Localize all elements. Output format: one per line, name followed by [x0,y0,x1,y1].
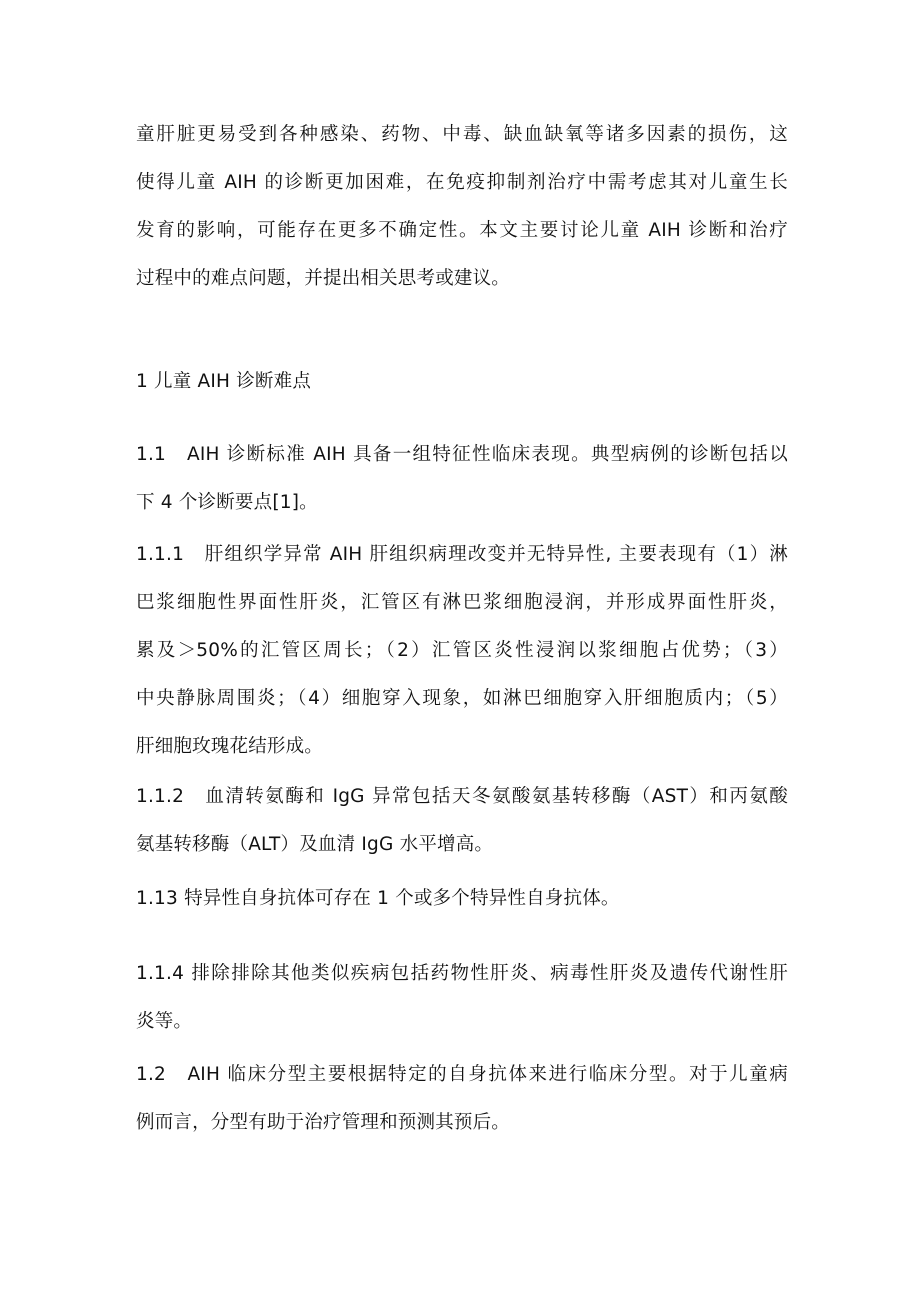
item-1-1-1-line-4: 中央静脉周围炎；（4）细胞穿入现象，如淋巴细胞穿入肝细胞质内；（5） [136,688,788,709]
subsection-1-2-line-1: 1.2 AIH 临床分型主要根据特定的自身抗体来进行临床分型。对于儿童病 [136,1064,788,1085]
intro-line-1: 童肝脏更易受到各种感染、药物、中毒、缺血缺氧等诸多因素的损伤，这 [136,124,788,145]
item-1-1-1-line-2: 巴浆细胞性界面性肝炎，汇管区有淋巴浆细胞浸润，并形成界面性肝炎， [136,592,788,613]
item-1-1-1-line-3: 累及＞50%的汇管区周长；（2）汇管区炎性浸润以浆细胞占优势；（3） [136,640,788,661]
item-1-1-1-line-1: 1.1.1 肝组织学异常 AIH 肝组织病理改变并无特异性, 主要表现有（1）淋 [136,544,788,565]
item-1-1-4-line-1: 1.1.4 排除排除其他类似疾病包括药物性肝炎、病毒性肝炎及遗传代谢性肝 [136,963,788,984]
item-1-1-2-line-1: 1.1.2 血清转氨酶和 IgG 异常包括天冬氨酸氨基转移酶（AST）和丙氨酸 [136,786,788,807]
subsection-1-1-line-1: 1.1 AIH 诊断标准 AIH 具备一组特征性临床表现。典型病例的诊断包括以 [136,444,788,465]
item-1-1-3-line: 1.13 特异性自身抗体可存在 1 个或多个特异性自身抗体。 [136,888,620,909]
intro-line-4: 过程中的难点问题，并提出相关思考或建议。 [136,268,511,289]
subsection-1-2-line-2: 例而言，分型有助于治疗管理和预测其预后。 [136,1112,511,1133]
item-1-1-1-line-5: 肝细胞玫瑰花结形成。 [136,736,324,757]
intro-line-2: 使得儿童 AIH 的诊断更加困难，在免疫抑制剂治疗中需考虑其对儿童生长 [136,172,788,193]
section-heading: 1 儿童 AIH 诊断难点 [136,371,312,392]
subsection-1-1-line-2: 下 4 个诊断要点[1]。 [136,492,318,513]
intro-line-3: 发育的影响，可能存在更多不确定性。本文主要讨论儿童 AIH 诊断和治疗 [136,220,788,241]
item-1-1-4-line-2: 炎等。 [136,1011,193,1032]
item-1-1-2-line-2: 氨基转移酶（ALT）及血清 IgG 水平增高。 [136,834,494,855]
